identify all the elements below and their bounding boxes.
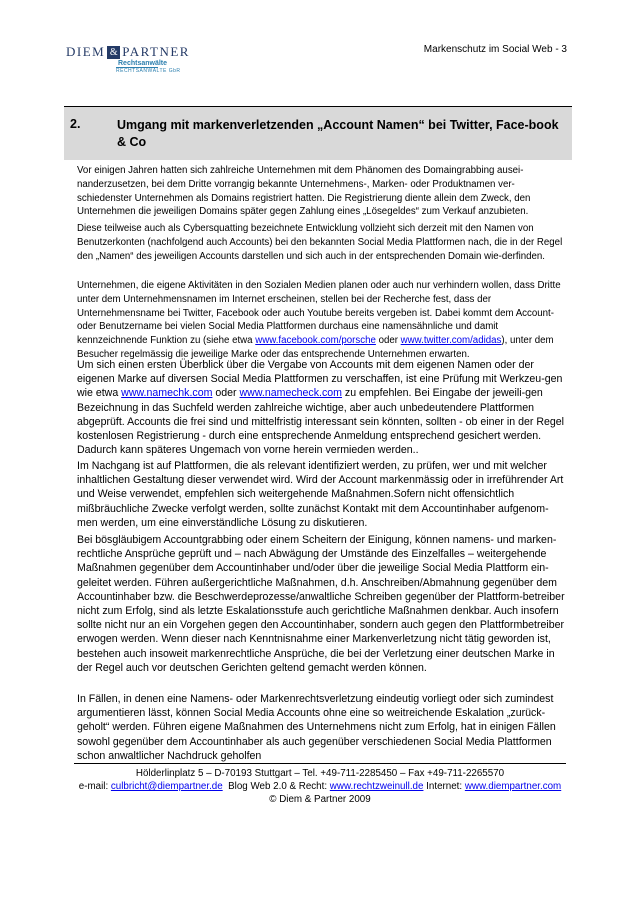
paragraph-3: Unternehmen, die eigene Aktivitäten in den Sozialen Medien planen oder auch nur verhindern wollen, dass Dritte unter dem Unternehmensnamen im Internet erscheinen, stellen bei der Recherche fest, dass der Unternehmensname bei Twitter, Facebook oder auch Youtube bereits vergeben ist. Dabei kommt dem Account- oder Benutzername bei vielen Social Media Plattformen durchaus eine namensähnliche und damit kennzeichnende Funktion zu (siehe etwa www.facebook.com/porsche oder www.twitter.com/adidas), unter dem Besucher regelmässig die jeweilige Marke oder das entsprechende Unternehmen erwarten. — [77, 280, 561, 360]
firm-logo — [66, 44, 216, 80]
footer-address: Hölderlinplatz 5 – D-70193 Stuttgart – Tel. +49-711-2285450 – Fax +49-711-2265570 — [135, 768, 505, 779]
paragraph-1: Vor einigen Jahren hatten sich zahlreiche Unternehmen mit dem Phänomen des Domaingrabbing ausei-nanderzusetzen, bei dem Dritte vorrangig bekannte Unternehmens-, Marken- oder Produktnamen ver-schiedenster Unternehmen als Domains registriert hatten. Die Registrierung diente allein dem Zweck, den Unternehmen die jeweiligen Domains später gegen Zahlung eines „Lösegeldes“ zum Verkauf anzubieten. — [77, 165, 531, 218]
footer-website-link[interactable]: www.diempartner.com — [464, 781, 562, 792]
footer-blog-link[interactable]: www.rechtzweinull.de — [329, 781, 424, 792]
paragraph-4: Um sich einen ersten Überblick über die Vergabe von Accounts mit dem eigenen Namen oder der eigenen Marke auf diversen Social Media Plattformen zu verschaffen, ist eine Prüfung mit Werkzeu-gen wie etwa www.namechk.com oder www.namecheck.com zu empfehlen. Bei Eingabe der jeweili-gen Bezeichnung in das Suchfeld werden zahlreiche wichtige, aber auch unbedeutendere Plattformen abgeprüft. Accounts die frei sind und mittelfristig interessant sein könnten, sollten - ob einer in der Regel kostenlosen Registrierung - durch eine entsprechende Anmeldung entsprechend gesichert werden. Dadurch kann späteres Ungemach von vorne herein vermieden werden.. — [77, 359, 564, 457]
link-facebook-porsche[interactable]: www.facebook.com/porsche — [255, 335, 376, 347]
logo-subtitle-small: RECHTSANWÄLTE GbR — [116, 68, 181, 74]
paragraph-5: Im Nachgang ist auf Plattformen, die als relevant identifiziert werden, zu prüfen, wer und mit welcher inhaltlichen Gestaltung dieser verwendet wird. Wird der Account markenmässig oder in irreführender Art und Weise verwendet, empfehlen sich weitergehende Maßnahmen.Sofern nicht offensichtlich mißbräuchliche Zwecke verfolgt werden, sollte zunächst Kontakt mit dem Accountinhaber aufgenom-men werden, um eine einverständliche Lösung zu diskutieren. — [77, 460, 564, 529]
paragraph-6: Bei bösgläubigem Accountgrabbing oder einem Scheitern der Einigung, können namens- und marken-rechtliche Ansprüche geprüft und – nach Abwägung der Umstände des Einzelfalles – weitergehende Maßnahmen gegenüber dem Accountinhaber und/oder über die jeweilige Social Media Plattform ein-geleitet werden. Führen außergerichtliche Maßnahmen, d.h. Anschreiben/Abmahnung gegenüber dem Accountinhaber bzw. die Beschwerdeprozesse/anwaltliche Schreiben gegenüber der Plattform-betreiber nicht zum Erfolg, sind als letzte Eskalationsstufe auch gerichtliche Maßnahmen denkbar. Auch insofern sollte nicht nur an ein Vorgehen gegen den Accountinhaber, sondern auch gegen den Plattformbetreiber erwogen werden. Wenn dieser nach Kenntnisnahme einer Markenverletzung nicht tätig geworden ist, bestehen auch insoweit markenrechtliche Ansprüche, die bei der Verletzung einer deutschen Marke in der Regel auch vor deutschen Gerichten geltend gemacht werden können. — [77, 534, 565, 674]
paragraph-2: Diese teilweise auch als Cybersquatting bezeichnete Entwicklung vollzieht sich derzeit mit den Namen von Benutzerkonten (nachfolgend auch Accounts) bei den bekannten Social Media Plattformen nach, die in der Regel den „Namen“ des jeweiligen Accounts darstellen und sich auch in der entsprechenden Domain wie-derfinden. — [77, 223, 563, 262]
section-top-rule — [64, 106, 572, 107]
running-header: Markenschutz im Social Web - 3 — [423, 44, 567, 55]
link-namecheck[interactable]: www.namecheck.com — [239, 387, 342, 400]
footer-copyright: © Diem & Partner 2009 — [269, 794, 371, 805]
footer-email-link[interactable]: culbricht@diempartner.de — [110, 781, 223, 792]
logo-ampersand-mark: & — [107, 46, 120, 59]
footer-rule — [74, 763, 566, 764]
logo-name-left: DIEM — [66, 44, 106, 59]
link-namechk[interactable]: www.namechk.com — [121, 387, 213, 400]
logo-name-right: PARTNER — [122, 44, 190, 59]
section-number: 2. — [70, 117, 81, 131]
link-twitter-adidas[interactable]: www.twitter.com/adidas — [400, 335, 502, 347]
section-title: Umgang mit markenverletzenden „Account Namen“ bei Twitter, Face-book & Co — [117, 118, 559, 149]
footer-contacts: e-mail: culbricht@diempartner.de Blog Web 2.0 & Recht: www.rechtzweinull.de Internet: www.diempartner.com — [78, 781, 562, 792]
logo-subtitle: Rechtsanwälte — [118, 60, 168, 67]
paragraph-7: In Fällen, in denen eine Namens- oder Markenrechtsverletzung eindeutig vorliegt oder sich zumindest argumentieren lässt, können Social Media Accounts ohne eine so weitreichende Eskalation „zurück-geholt“ werden. Führen eigene Maßnahmen des Unternehmens nicht zum Erfolg, hat in einigen Fällen sowohl gegenüber dem Accountinhaber als auch gegenüber verschiedenen Social Media Plattformen schon anwaltlicher Nachdruck geholfen — [77, 693, 556, 762]
